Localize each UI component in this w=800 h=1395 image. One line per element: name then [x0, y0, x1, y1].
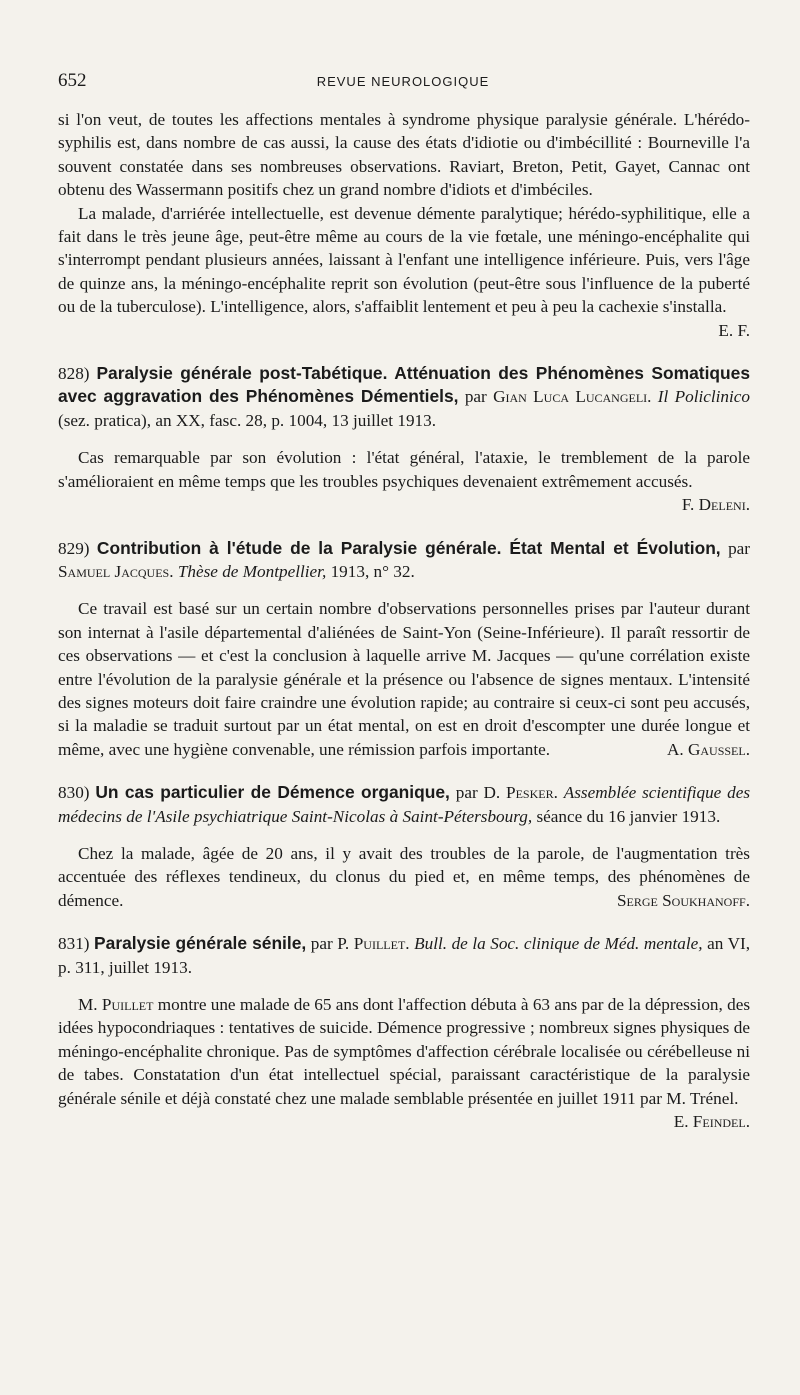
entry-author: P. Puillet.	[337, 934, 410, 954]
entry-number: 829)	[58, 538, 90, 558]
entry-abstract	[58, 446, 750, 515]
abstract-entry-830	[58, 781, 750, 912]
entry-heading	[58, 932, 750, 979]
entry-signature: Serge Soukhanoff.	[616, 890, 750, 910]
entry-author: Gian Luca Lucangeli.	[493, 387, 652, 407]
page-number: 652	[58, 70, 87, 91]
intro-paragraph-2	[58, 202, 750, 340]
entry-by: par	[455, 783, 478, 803]
entry-by: par	[728, 538, 751, 558]
entry-title: Paralysie générale post-Tabétique. Atténuation des Phénomènes Somatiques avec aggravation des Phénomènes Démentiels,	[58, 363, 750, 407]
entry-abstract-text: Chez la malade, âgée de 20 ans, il y avait des troubles de la parole, de l'augmentation très accentuée des réflexes tendineux, du clonus du pied et, en même temps, des phénomènes de démence.	[58, 843, 750, 910]
entry-abstract-text: montre une malade de 65 ans dont l'affection débuta à 63 ans par de la dépression, des idées hypocondriaques : tentatives de suicide. Démence progressive ; nombreux signes physiques de méningo-encéphalite chronique. Pas de symptômes d'affection cérébrale localisée ou cérébelleuse ni de tabes. Constatation d'un état intellectuel spécial, paraissant caractéristique de la paralysie générale sénile et déjà constaté chez une malade semblable présentée en juillet 1911 par M. Trénel.	[58, 995, 751, 1108]
entry-by: par	[310, 934, 333, 954]
entry-heading	[58, 362, 750, 432]
entry-abstract	[58, 597, 750, 761]
entry-abstract-text: Ce travail est basé sur un certain nombre d'observations personnelles prises par l'auteur durant son internat à l'asile départemental d'aliénées de Saint-Yon (Seine-Inférieure). Il paraît ressortir de ces observations — et c'est la conclusion à laquelle arrive M. Jacques — qu'une corrélation existe entre l'évolution de la paralysie générale et la présence ou l'absence de signes mentaux. L'intensité des signes moteurs doit faire craindre une évolution rapide; au contraire si ceux-ci sont peu accusés, si la maladie se traduit surtout par un état mental, on est en droit d'escompter une durée longue et même, avec une hygiène convenable, une rémission parfois importante.	[58, 599, 750, 759]
entry-source-details: (sez. pratica), an XX, fasc. 28, p. 1004, 13 juillet 1913.	[58, 410, 437, 430]
page-header	[58, 70, 748, 94]
entry-source: Bull. de la Soc. clinique de Méd. mentale,	[414, 934, 703, 954]
entry-title: Contribution à l'étude de la Paralysie générale. État Mental et Évolution,	[96, 537, 721, 558]
entry-signature: A. Gaussel.	[666, 739, 750, 759]
entry-source-details: séance du 16 janvier 1913.	[536, 806, 721, 826]
entry-source-details: an VI, p. 311, juillet 1913.	[58, 934, 750, 977]
entry-source: Thèse de Montpellier,	[177, 561, 327, 581]
page-body	[58, 108, 750, 1133]
entry-number: 830)	[58, 783, 90, 803]
entry-abstract-text: Cas remarquable par son évolution : l'état général, l'ataxie, le tremblement de la parole s'amélioraient en même temps que les troubles psychiques devenaient extrêmement accusés.	[58, 448, 750, 491]
entry-signature: E. Feindel.	[673, 1112, 750, 1132]
entry-title: Un cas particulier de Démence organique,	[95, 782, 450, 803]
entry-source: Il Policlinico	[657, 387, 751, 407]
abstract-entry-828	[58, 362, 750, 516]
entry-author: Samuel Jacques.	[58, 561, 174, 581]
entry-title: Paralysie générale sénile,	[94, 933, 307, 954]
running-title: REVUE NEUROLOGIQUE	[316, 74, 490, 89]
intro-signature: E. F.	[718, 320, 750, 340]
entry-signature: F. Deleni.	[681, 495, 750, 515]
entry-abstract	[58, 842, 750, 912]
entry-abstract-prefix: M.	[78, 995, 98, 1014]
entry-abstract	[58, 993, 751, 1132]
intro-paragraph-1: si l'on veut, de toutes les affections mentales à syndrome physique paralysie générale. L'hérédo-syphilis est, dans nombre de cas aussi, la cause des états d'idiotie ou d'imbécillité : Bourneville l'a souvent constatée dans ses nombreuses observations. Raviart, Breton, Petit, Gayet, Cannac ont obtenu des Wassermann positifs chez un grand nombre d'idiots et d'imbéciles.	[58, 110, 750, 200]
abstract-entry-831	[58, 932, 750, 1133]
abstract-entry-829	[58, 537, 750, 762]
intro-paragraph-2-text: La malade, d'arriérée intellectuelle, est devenue démente paralytique; hérédo-syphilitique, elle a fait dans le très jeune âge, peut-être même au cours de la vie fœtale, une méningo-encéphalite qui s'interrompt pendant plusieurs années, laissant à l'enfant une intelligence inférieure. Puis, vers l'âge de quinze ans, la méningo-encéphalite reprit son évolution (peut-être sous l'influence de la puberté ou de la tuberculose). L'intelligence, alors, s'affaiblit lentement et peu à peu la cachexie s'installa.	[58, 203, 750, 317]
entry-abstract-author: Puillet	[101, 995, 154, 1014]
entry-source: Assemblée scientifique des médecins de l'Asile psychiatrique Saint-Nicolas à Saint-Pétersbourg,	[58, 783, 751, 826]
entry-heading	[58, 537, 750, 584]
entry-heading	[58, 781, 750, 828]
entry-number: 828)	[58, 364, 90, 384]
entry-source-details: 1913, n° 32.	[330, 561, 415, 581]
entry-number: 831)	[58, 934, 90, 954]
entry-by: par	[464, 387, 487, 407]
entry-author: D. Pesker.	[483, 783, 558, 803]
